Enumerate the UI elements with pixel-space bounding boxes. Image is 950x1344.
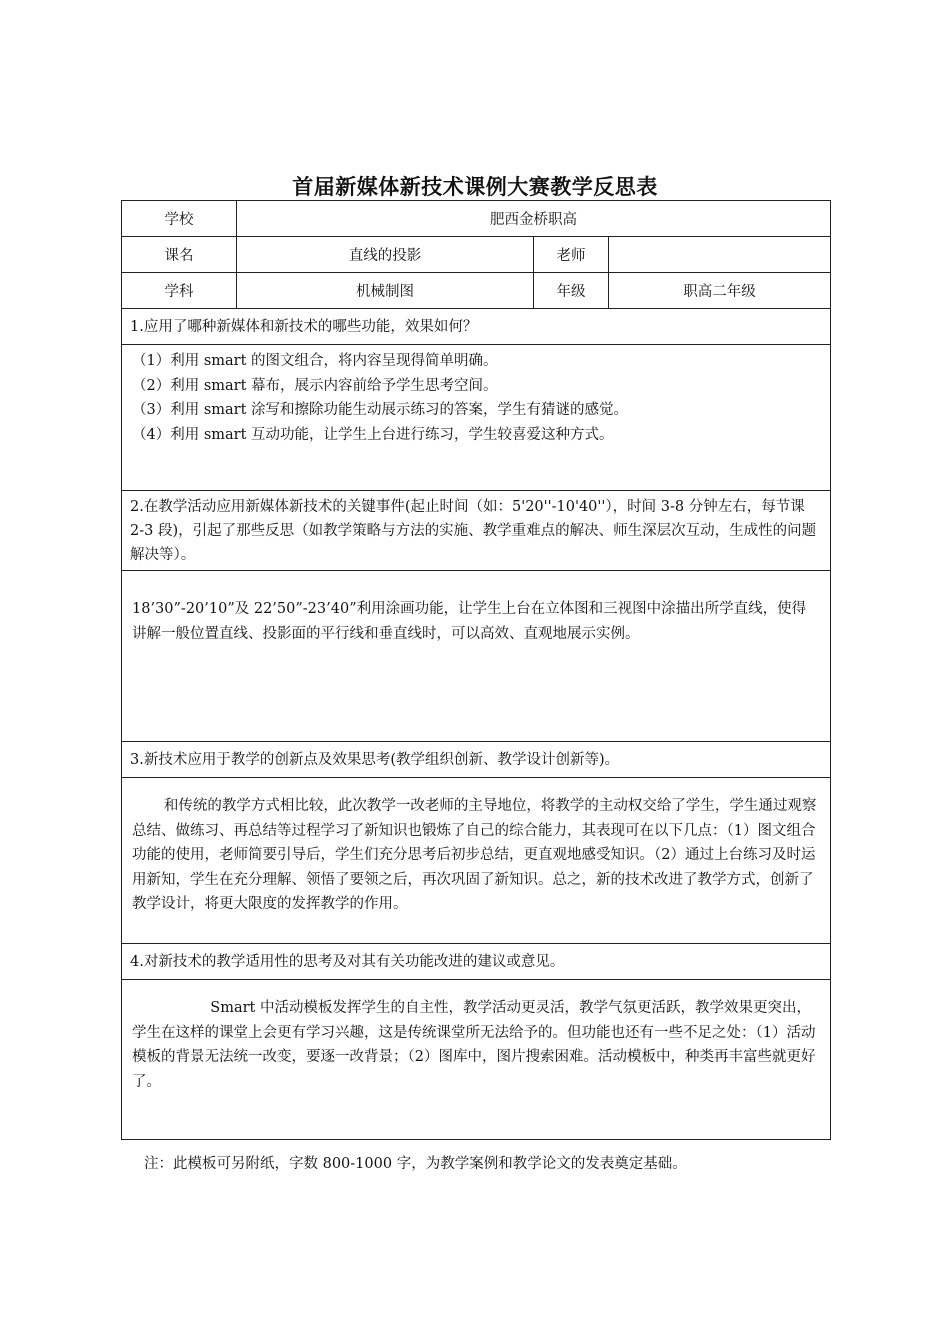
q2-answer-text: 18’30”-20’10”及 22’50”-23’40”利用涂画功能，让学生上台在立体图和三视图中涂描出所学直线，使得讲解一般位置直线、投影面的平行线和垂直线时，可以高效、直观地展示实例。 [132,601,807,642]
q3-question: 3.新技术应用于教学的创新点及效果思考(教学组织创新、教学设计创新等)。 [122,742,831,778]
q2-question: 2.在教学活动应用新媒体新技术的关键事件(起止时间（如：5'20''-10'40''），时间 3-8 分钟左右，每节课 2-3 段)，引起了那些反思（如教学策略与方法的实施、教学重难点的解决、师生深层次互动，生成性的问题解决等）。 [122,491,831,571]
q4-answer [122,980,831,1140]
q2-question-row [122,491,831,571]
q4-answer-row [122,980,831,1140]
course-row [122,237,831,273]
q2-answer-row [122,571,831,742]
course-value: 直线的投影 [237,237,534,273]
footer-note: 注：此模板可另附纸，字数 800-1000 字，为教学案例和教学论文的发表奠定基础。 [144,1156,687,1172]
q1-answer [122,345,831,491]
subject-label: 学科 [122,273,237,309]
subject-row [122,273,831,309]
q3-answer-row [122,778,831,944]
q1-question-row [122,309,831,345]
q1-question: 1.应用了哪种新媒体和新技术的哪些功能，效果如何？ [122,309,831,345]
grade-value: 职高二年级 [609,273,831,309]
q3-answer [122,778,831,944]
page-title: 首届新媒体新技术课例大赛教学反思表 [292,175,658,199]
q4-answer-text: Smart 中活动模板发挥学生的自主性，教学活动更灵活，教学气氛更活跃，教学效果更突出，学生在这样的课堂上会更有学习兴趣，这是传统课堂所无法给予的。但功能也还有一些不足之处：（1）活动模板的背景无法统一改变，要逐一改背景；（2）图库中，图片搜索困难。活动模板中，种类再丰富些就更好了。 [132,1000,816,1090]
school-label: 学校 [122,201,237,237]
school-row [122,201,831,237]
q4-question: 4.对新技术的教学适用性的思考及对其有关功能改进的建议或意见。 [122,944,831,980]
q3-question-row [122,742,831,778]
q1-answer-line-3: （3）利用 smart 涂写和擦除功能生动展示练习的答案，学生有猜谜的感觉。 [132,402,629,418]
q4-question-row [122,944,831,980]
subject-value: 机械制图 [237,273,534,309]
teacher-value [609,237,831,273]
q3-answer-text: 和传统的教学方式相比较，此次教学一改老师的主导地位，将教学的主动权交给了学生，学生通过观察总结、做练习、再总结等过程学习了新知识也锻炼了自己的综合能力，其表现可在以下几点：（1）图文组合功能的使用，老师简要引导后，学生们充分思考后初步总结，更直观地感受知识。（2）通过上台练习及时运用新知，学生在充分理解、领悟了要领之后，再次巩固了新知识。总之，新的技术改进了教学方式，创新了教学设计，将更大限度的发挥教学的作用。 [132,798,817,912]
reflection-form-table [121,200,831,1140]
q1-answer-row [122,345,831,491]
q1-answer-line-1: （1）利用 smart 的图文组合，将内容呈现得简单明确。 [132,353,498,369]
q1-answer-line-2: （2）利用 smart 幕布，展示内容前给予学生思考空间。 [132,377,498,394]
grade-label: 年级 [534,273,609,309]
q2-answer [122,571,831,742]
q1-answer-line-4: （4）利用 smart 互动功能，让学生上台进行练习，学生较喜爱这种方式。 [132,426,614,443]
course-label: 课名 [122,237,237,273]
teacher-label: 老师 [534,237,609,273]
school-value: 肥西金桥职高 [237,201,831,237]
